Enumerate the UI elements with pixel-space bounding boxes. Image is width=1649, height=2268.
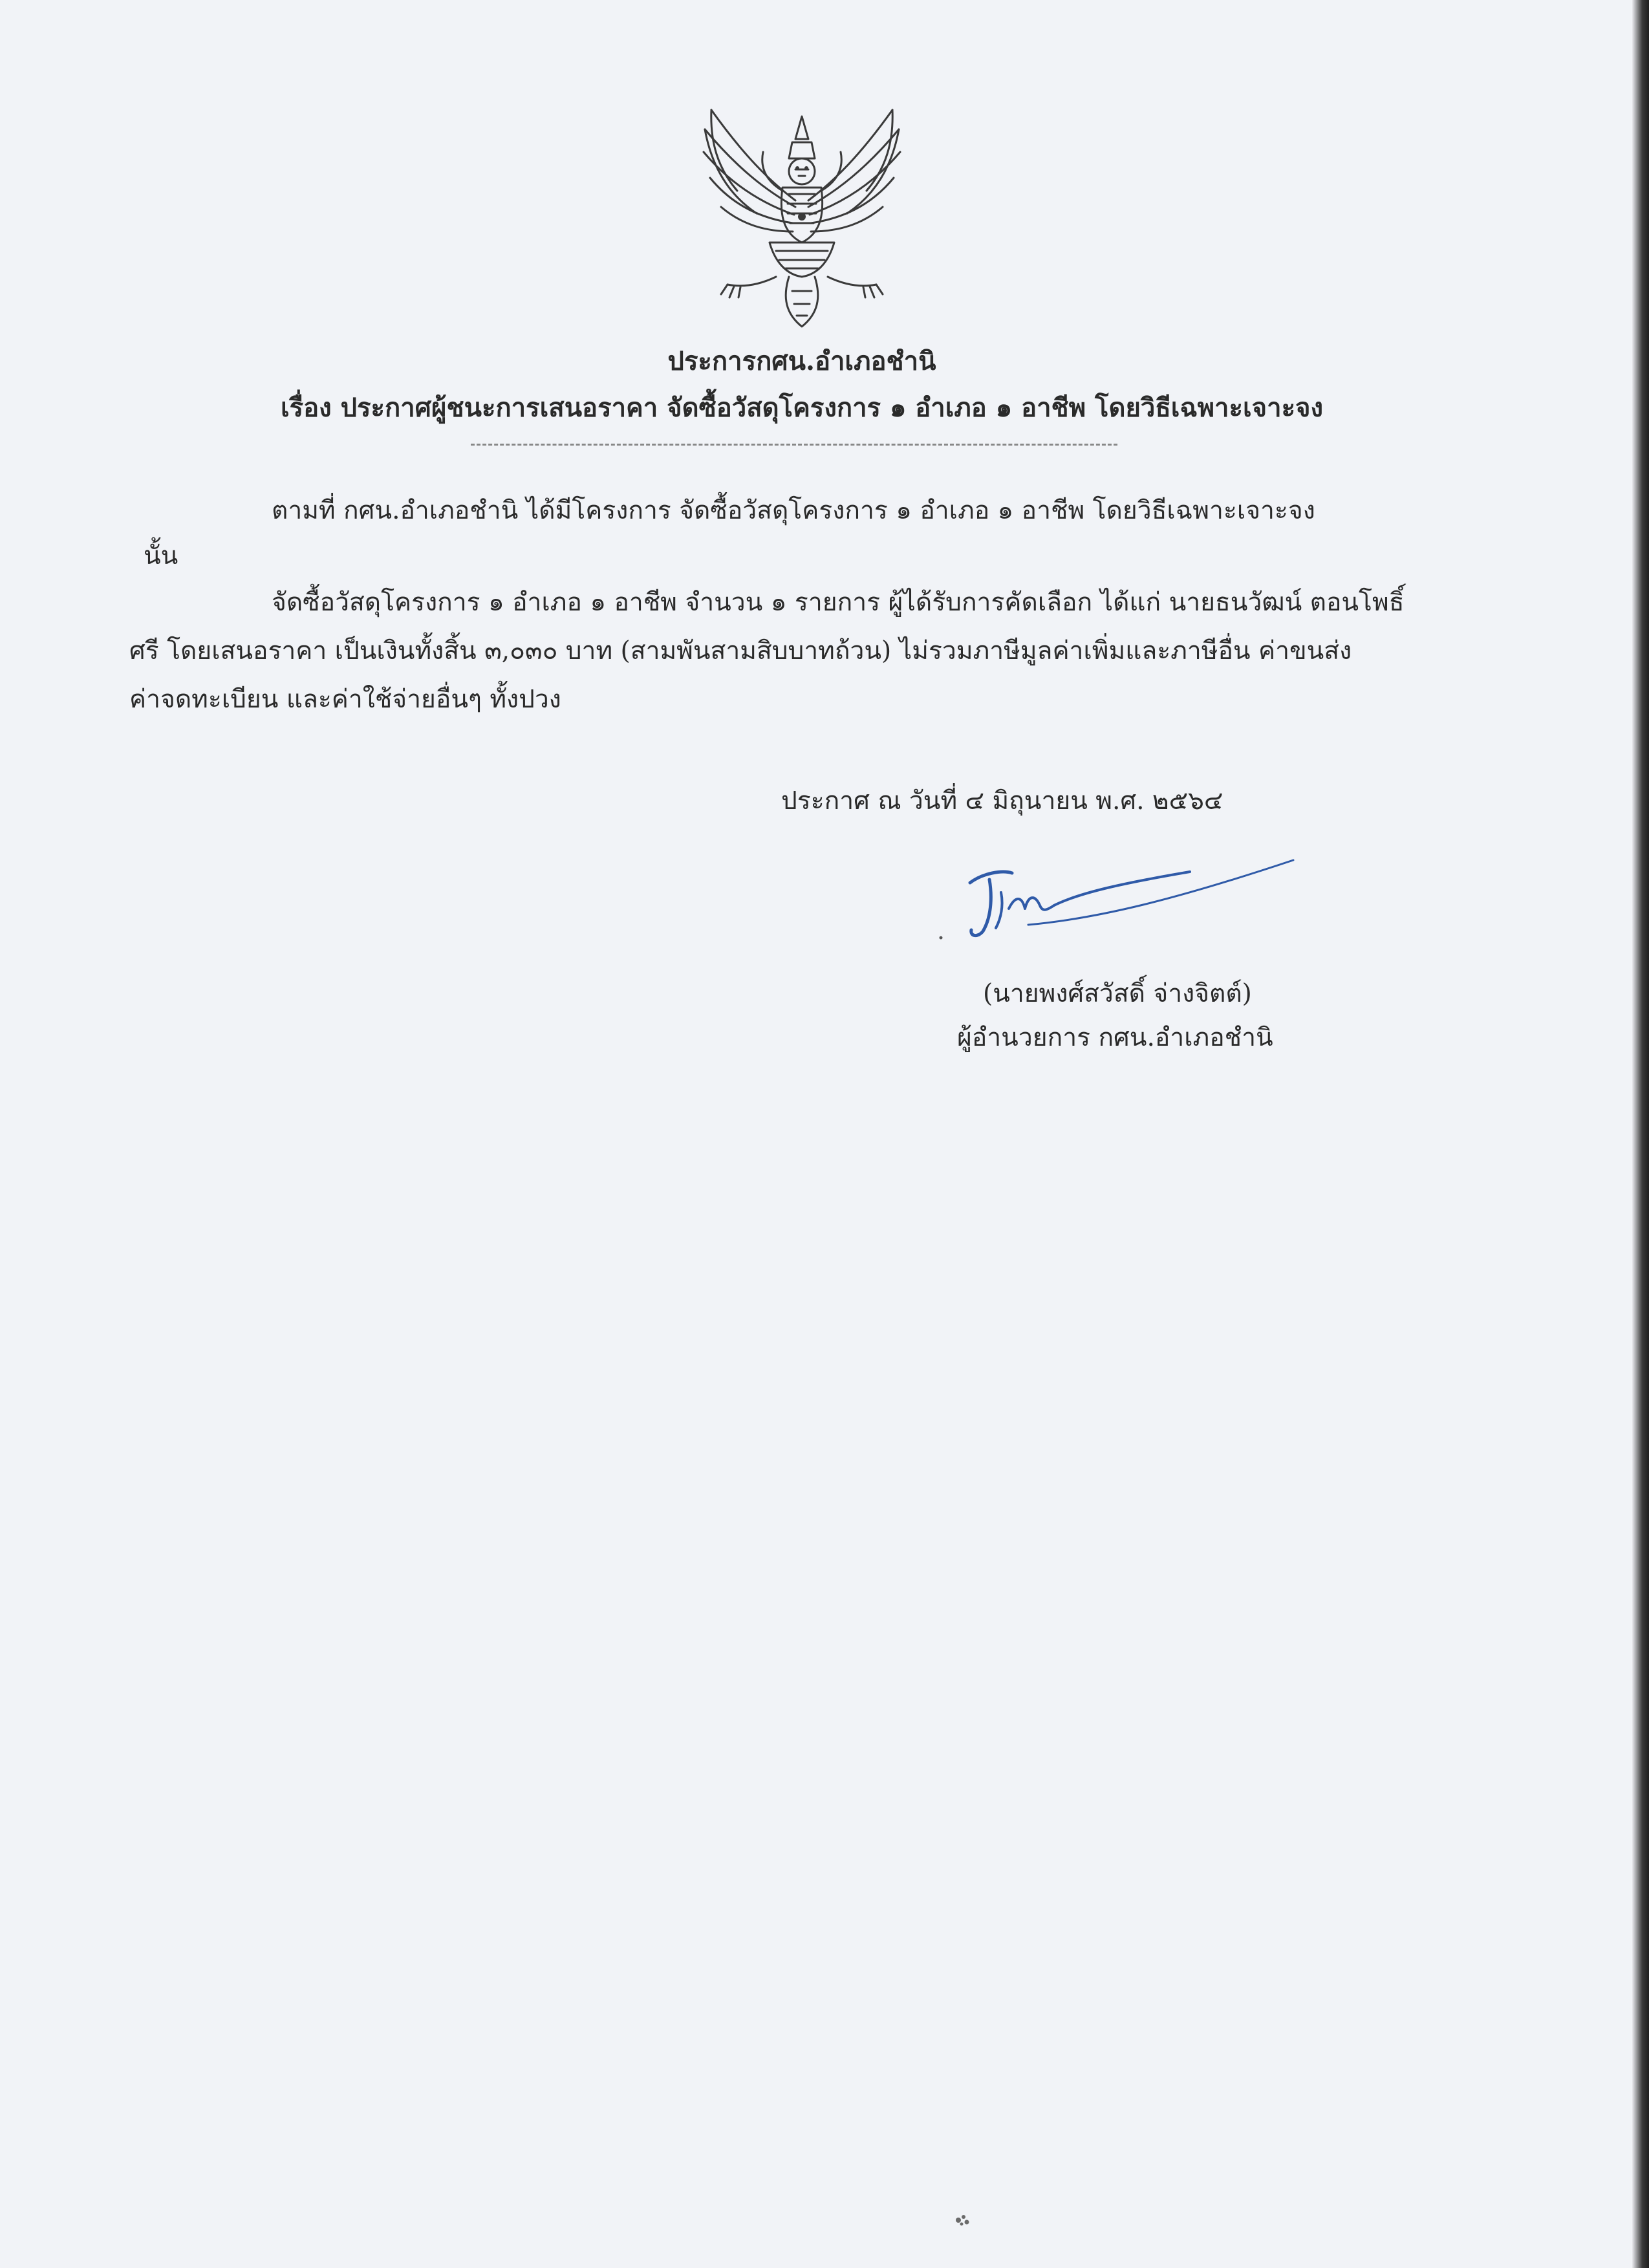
signer-position: ผู้อำนวยการ กศน.อำเภอชำนิ	[957, 1023, 1273, 1052]
paragraph-1-line-2: นั้น	[144, 541, 178, 570]
divider	[471, 444, 1117, 446]
signer-name: (นายพงศ์สวัสดิ์ จ่างจิตต์)	[983, 979, 1252, 1008]
paper-speck	[951, 2210, 976, 2230]
paragraph-2-line-2: ศรี โดยเสนอราคา เป็นเงินทั้งสิ้น ๓,๐๓๐ บาท (สามพันสามสิบบาทถ้วน) ไม่รวมภาษีมูลค่าเพิ่มและภาษีอื่น ค่าขนส่ง	[129, 636, 1352, 665]
page-title: ประการกศน.อำเภอชำนิ	[667, 346, 936, 376]
garuda-emblem-icon	[698, 103, 905, 333]
handwritten-signature	[931, 854, 1313, 951]
scan-edge-shadow	[1632, 0, 1649, 2268]
paragraph-2-line-1: จัดซื้อวัสดุโครงการ ๑ อำเภอ ๑ อาชีพ จำนวน ๑ รายการ ผู้ได้รับการคัดเลือก ได้แก่ นายธนวัฒน์ ตอนโพธิ์	[272, 588, 1405, 617]
announcement-date: ประกาศ ณ วันที่ ๔ มิถุนายน พ.ศ. ๒๕๖๔	[781, 786, 1223, 815]
document-subject: เรื่อง ประกาศผู้ชนะการเสนอราคา จัดซื้อวัสดุโครงการ ๑ อำเภอ ๑ อาชีพ โดยวิธีเฉพาะเจาะจง	[280, 393, 1324, 423]
paragraph-2-line-3: ค่าจดทะเบียน และค่าใช้จ่ายอื่นๆ ทั้งปวง	[129, 685, 561, 714]
paragraph-1-line-1: ตามที่ กศน.อำเภอชำนิ ได้มีโครงการ จัดซื้อวัสดุโครงการ ๑ อำเภอ ๑ อาชีพ โดยวิธีเฉพาะเจาะจง	[272, 496, 1315, 525]
